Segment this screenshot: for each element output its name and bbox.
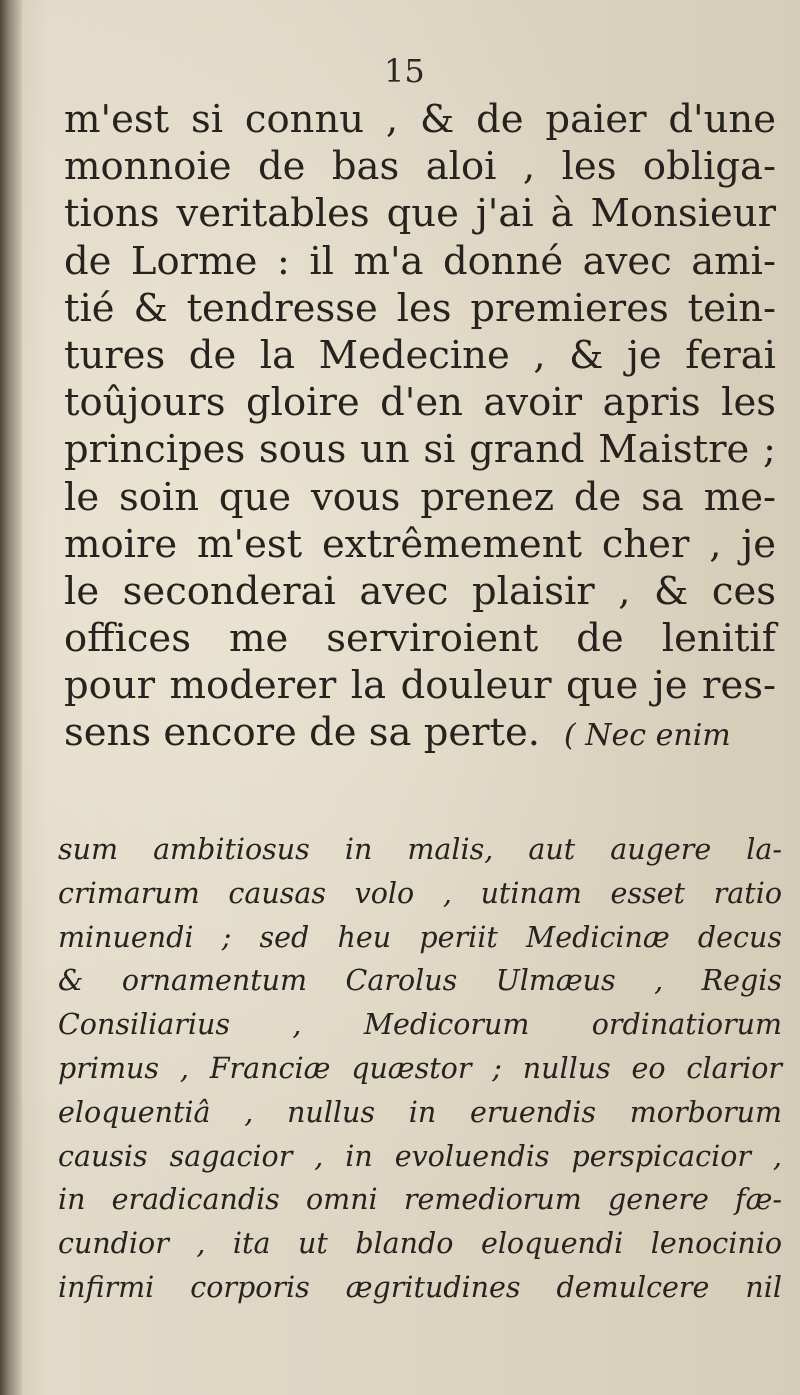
- text-line: le soin que vous prenez de sa me-: [64, 474, 776, 520]
- text-line: principes sous un si grand Maistre ;: [64, 427, 776, 473]
- italic-line: infirmi corporis ægritudines demulcere nil: [58, 1270, 782, 1304]
- text-line: offices me serviroient de lenitif: [64, 616, 776, 662]
- italic-line: in eradicandis omni remediorum genere fæ-: [58, 1183, 782, 1217]
- text-line: toûjours gloire d'en avoir apris les: [64, 380, 776, 426]
- text-line: le seconderai avec plaisir , & ces: [64, 568, 776, 614]
- italic-line: crimarum causas volo , utinam esset ratio: [58, 876, 782, 910]
- text-line: tures de la Medecine , & je ferai: [64, 332, 776, 378]
- text-line: moire m'est extrêmement cher , je: [64, 521, 776, 567]
- text-line: de Lorme : il m'a donné avec ami-: [64, 238, 776, 284]
- text-line-last: [64, 709, 776, 759]
- italic-latin-block: [58, 828, 782, 1310]
- roman-text-block: [64, 96, 776, 760]
- italic-line: eloquentiâ , nullus in eruendis morborum: [58, 1095, 782, 1129]
- text-line: m'est si connu , & de paier d'une: [64, 97, 776, 142]
- text-line: monnoie de bas aloi , les obliga-: [64, 144, 776, 190]
- italic-line: & ornamentum Carolus Ulmæus , Regis: [58, 964, 782, 998]
- page-number: 15: [384, 52, 425, 90]
- italic-line: Consiliarius , Medicorum ordinatiorum: [58, 1008, 782, 1042]
- text-line: tions veritables que j'ai à Monsieur: [64, 191, 776, 237]
- roman-closing-text: sens encore de sa perte.: [64, 710, 541, 756]
- italic-line: sum ambitiosus in malis, aut augere la-: [58, 833, 782, 866]
- italic-quote-start: ( Nec enim: [564, 718, 731, 754]
- italic-line: cundior , ita ut blando eloquendi lenocinio: [58, 1227, 782, 1261]
- italic-line: minuendi ; sed heu periit Medicinæ decus: [58, 920, 782, 954]
- text-line: tié & tendresse les premieres tein-: [64, 285, 776, 331]
- page-spine-shadow: [0, 0, 22, 1395]
- italic-line: causis sagacior , in evoluendis perspicacior ,: [58, 1139, 782, 1173]
- italic-line: primus , Franciæ quæstor ; nullus eo clarior: [58, 1051, 782, 1085]
- text-line: pour moderer la douleur que je res-: [64, 663, 776, 709]
